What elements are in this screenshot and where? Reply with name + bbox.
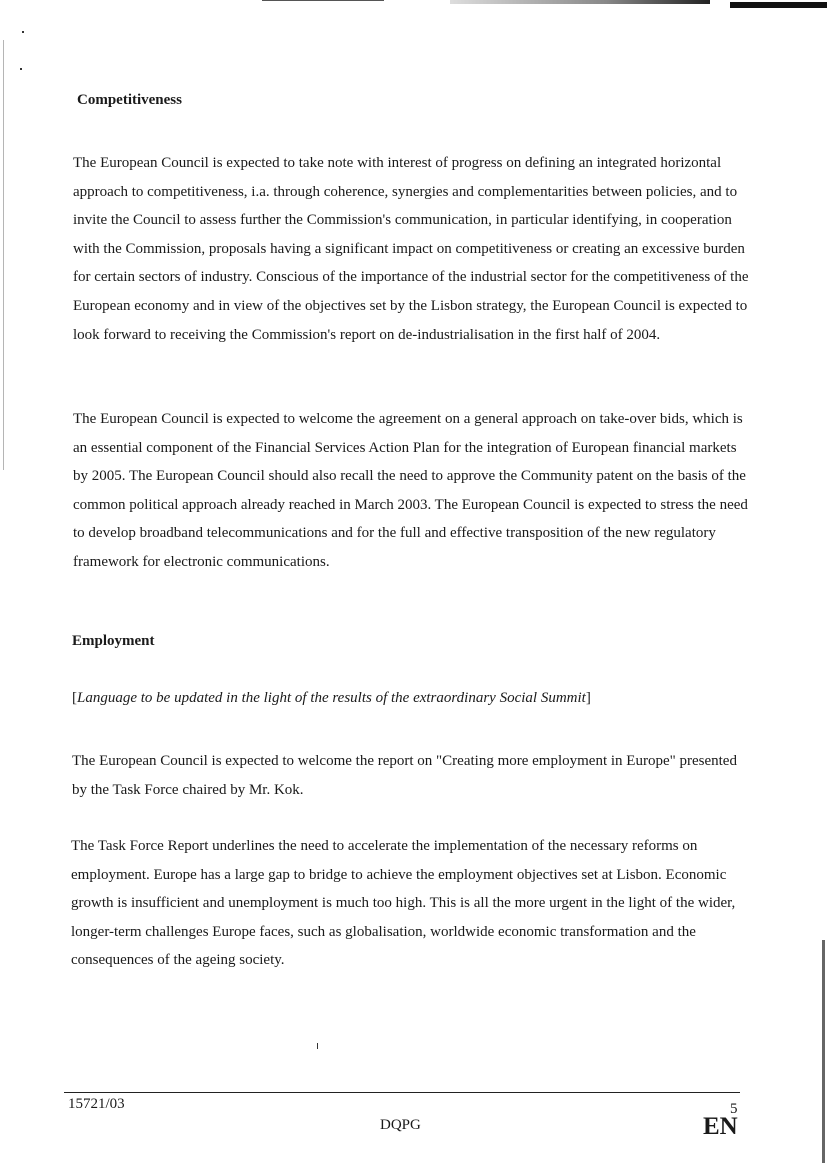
scan-artifact <box>822 940 825 1163</box>
scan-artifact <box>20 68 22 70</box>
department-code: DQPG <box>380 1117 421 1133</box>
scan-artifact <box>262 0 384 1</box>
scan-artifact <box>317 1043 318 1049</box>
footer-divider <box>64 1092 740 1093</box>
bracket-close: ] <box>585 690 591 706</box>
editorial-note-text: Language to be updated in the light of the results of the extraordinary Social Summit <box>77 690 586 706</box>
section-heading-competitiveness: Competitiveness <box>77 92 182 108</box>
page-number: 5 <box>730 1101 738 1117</box>
bracket-open: [ <box>72 690 77 706</box>
section-heading-employment: Employment <box>72 633 155 649</box>
scan-artifact <box>730 2 827 8</box>
paragraph: The European Council is expected to welcome the agreement on a general approach on take-over bids, which is an essential component of the Financial Services Action Plan for the integration of European financial markets by 2005. The European Council should also recall the need to approve the Community patent on the basis of the common political approach already reached in March 2003. The European Council is expected to stress the need to develop broadband telecommunications and for the full and effective transposition of the new regulatory framework for electronic communications. <box>73 411 748 570</box>
scan-artifact <box>3 40 4 470</box>
scan-artifact <box>22 31 24 33</box>
paragraph: The European Council is expected to welcome the report on "Creating more employment in Europe" presented by the Task Force chaired by Mr. Kok. <box>72 753 737 798</box>
document-number: 15721/03 <box>68 1096 125 1112</box>
scan-artifact <box>450 0 710 4</box>
language-code: EN <box>703 1113 738 1140</box>
paragraph: The European Council is expected to take note with interest of progress on defining an integrated horizontal approach to competitiveness, i.a. through coherence, synergies and complementarities between policies, and to invite the Council to assess further the Commission's communication, in particular identifying, in cooperation with the Commission, proposals having a significant impact on competitiveness or creating an excessive burden for certain sectors of industry. Conscious of the importance of the industrial sector for the competitiveness of the European economy and in view of the objectives set by the Lisbon strategy, the European Council is expected to look forward to receiving the Commission's report on de-industrialisation in the first half of 2004. <box>73 155 749 343</box>
paragraph: The Task Force Report underlines the need to accelerate the implementation of the necessary reforms on employment. Europe has a large gap to bridge to achieve the employment objectives set at Lisbon. Economic growth is insufficient and unemployment is much too high. This is all the more urgent in the light of the wider, longer-term challenges Europe faces, such as globalisation, worldwide economic transformation and the consequences of the ageing society. <box>71 838 736 969</box>
editorial-note <box>72 690 591 707</box>
